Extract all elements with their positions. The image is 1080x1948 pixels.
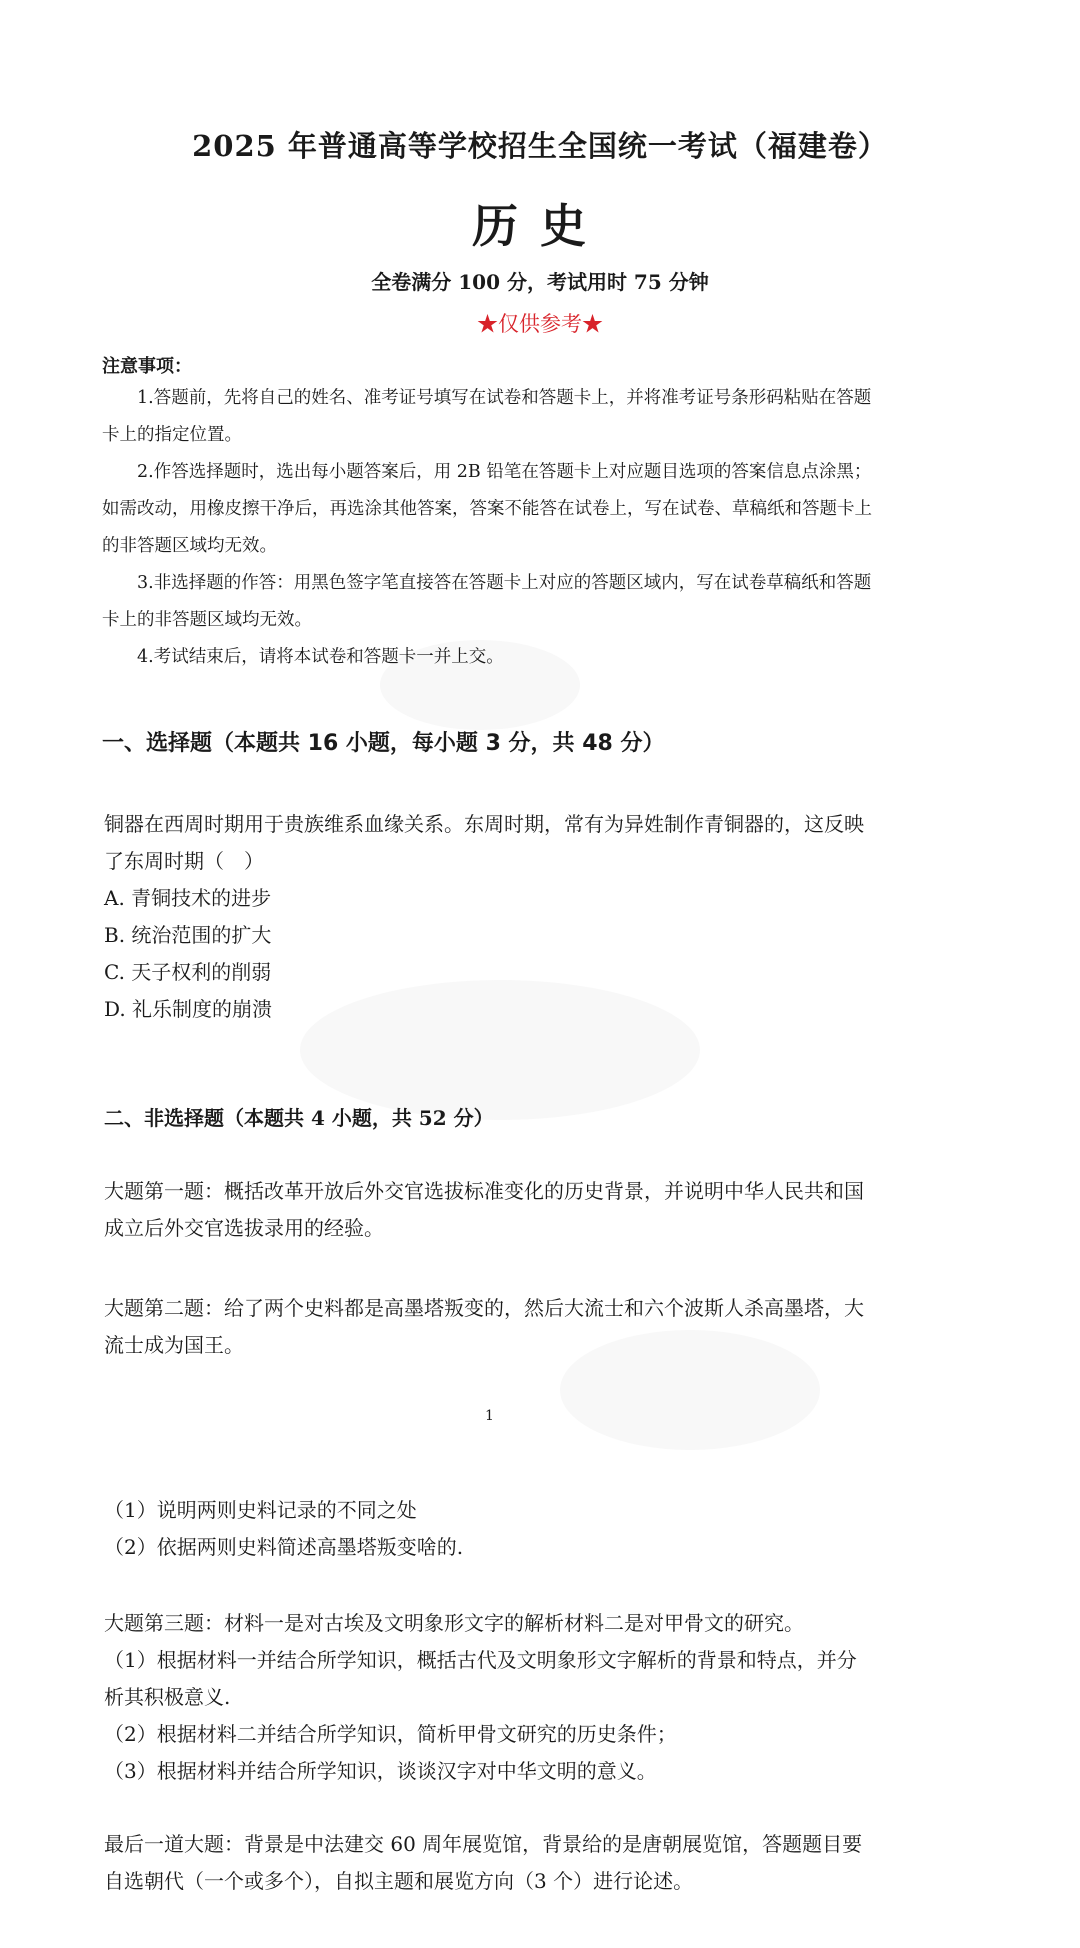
section1-heading: 一、选择题（本题共 16 小题，每小题 3 分，共 48 分）	[102, 731, 665, 756]
notes-heading: 注意事项：	[102, 356, 192, 377]
section2-heading: 二、非选择题（本题共 4 小题，共 52 分）	[104, 1106, 494, 1130]
question-3-part: （3）根据材料并结合所学知识，谈谈汉字对中华文明的意义。	[104, 1759, 657, 1783]
option-c: C. 天子权利的削弱	[104, 960, 272, 984]
question-4: 最后一道大题：背景是中法建交 60 周年展览馆，背景给的是唐朝展览馆，答题题目要自选朝代（一个或多个），自拟主题和展览方向（3 个）进行论述。	[104, 1832, 863, 1893]
question-3-part: （2）根据材料二并结合所学知识，简析甲骨文研究的历史条件；	[104, 1722, 677, 1746]
question-stem: 铜器在西周时期用于贵族维系血缘关系。东周时期，常有为异姓制作青铜器的，这反映了东周时期（ ）	[104, 812, 864, 873]
note-item: 4.考试结束后，请将本试卷和答题卡一并上交。	[137, 647, 504, 667]
note-item: 1.答题前，先将自己的姓名、准考证号填写在试卷和答题卡上，并将准考证号条形码粘贴在答题卡上的指定位置。	[102, 388, 872, 445]
option-a: A. 青铜技术的进步	[104, 886, 272, 910]
note-item: 3.非选择题的作答：用黑色签字笔直接答在答题卡上对应的答题区域内，写在试卷草稿纸和答题卡上的非答题区域均无效。	[102, 573, 872, 630]
question-3-part: （1）根据材料一并结合所学知识，概括古代及文明象形文字解析的背景和特点，并分析其积极意义.	[104, 1648, 857, 1709]
note-item: 2.作答选择题时，选出每小题答案后，用 2B 铅笔在答题卡上对应题目选项的答案信息点涂黑；如需改动，用橡皮擦干净后，再选涂其他答案，答案不能答在试卷上，写在试卷、草稿纸和答题卡上的非答题区域均无效。	[102, 462, 872, 556]
score-info: 全卷满分 100 分，考试用时 75 分钟	[371, 270, 709, 294]
page-number: 1	[485, 1408, 494, 1424]
subject-title: 历史	[472, 199, 608, 253]
reference-note: ★仅供参考★	[477, 312, 603, 336]
question-2-part: （2）依据两则史料简述高墨塔叛变啥的.	[104, 1535, 464, 1559]
question-3: 大题第三题：材料一是对古埃及文明象形文字的解析材料二是对甲骨文的研究。	[104, 1611, 804, 1635]
option-b: B. 统治范围的扩大	[104, 923, 272, 947]
question-2-part: （1）说明两则史料记录的不同之处	[104, 1498, 417, 1522]
option-d: D. 礼乐制度的崩溃	[104, 997, 273, 1021]
question-1: 大题第一题：概括改革开放后外交官选拔标准变化的历史背景，并说明中华人民共和国成立后外交官选拔录用的经验。	[104, 1179, 864, 1240]
exam-title: 2025 年普通高等学校招生全国统一考试（福建卷）	[192, 129, 888, 163]
question-2: 大题第二题：给了两个史料都是高墨塔叛变的，然后大流士和六个波斯人杀高墨塔，大流士成为国王。	[104, 1296, 864, 1357]
